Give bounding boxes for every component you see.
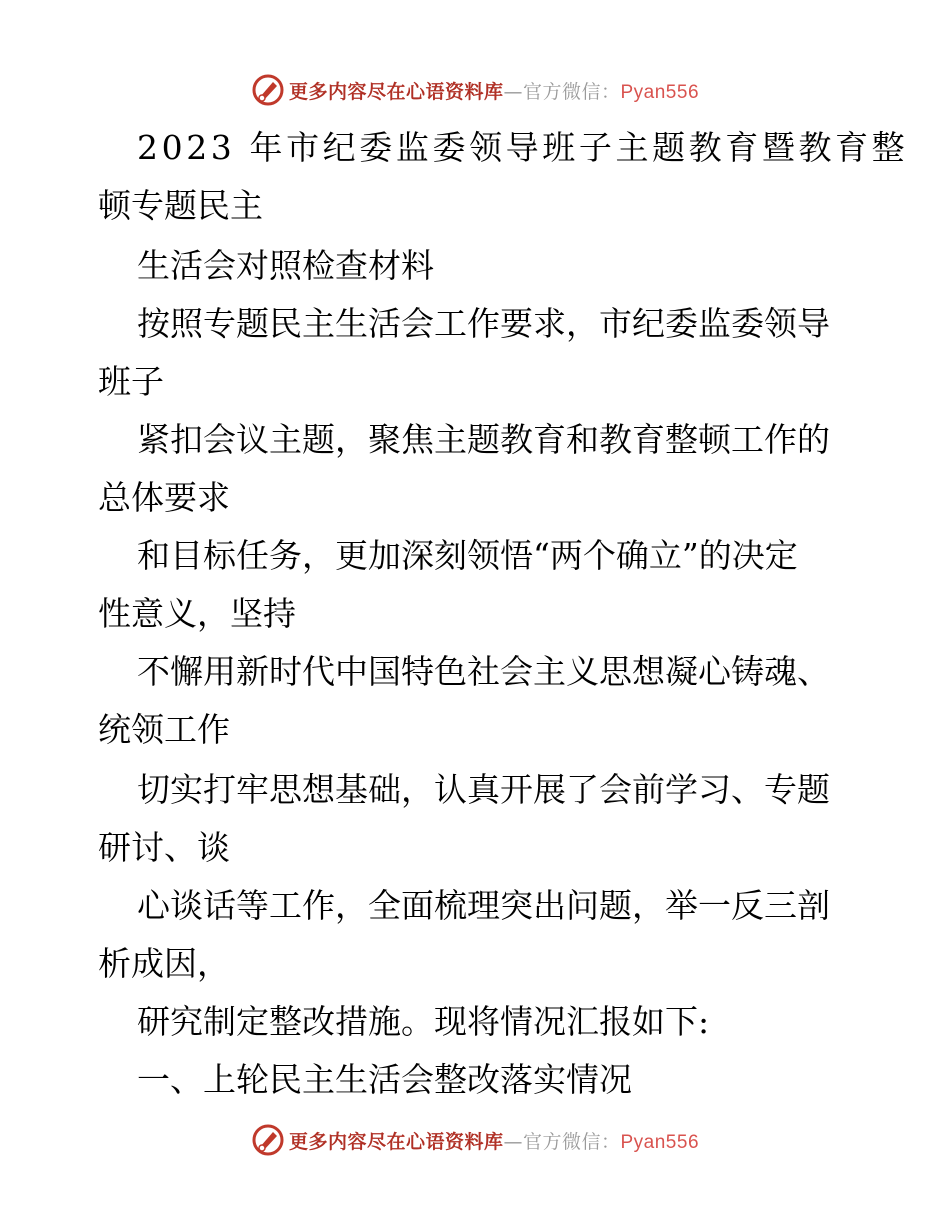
paragraph-line: 析成因， — [98, 944, 230, 983]
paragraph-line: 心谈话等工作，全面梳理突出问题，举一反三剖 — [137, 886, 830, 925]
paragraph-line: 班子 — [98, 362, 164, 401]
paragraph-line: 研讨、谈 — [98, 828, 230, 867]
paragraph-line: 研究制定整改措施。现将情况汇报如下: — [137, 1002, 710, 1041]
header-banner — [0, 70, 950, 110]
paragraph-line: 紧扣会议主题，聚焦主题教育和教育整顿工作的 — [137, 420, 830, 459]
paragraph-line: 总体要求 — [98, 478, 230, 517]
pen-nib-logo-icon — [251, 1123, 285, 1157]
footer-separator: — — [503, 1130, 523, 1153]
header-wechat-label: 官方微信： — [522, 80, 621, 103]
footer-brand-text: 更多内容尽在心语资料库 — [288, 1130, 504, 1153]
paragraph-line: 性意义，坚持 — [98, 594, 296, 633]
pen-nib-logo-icon — [251, 73, 285, 107]
paragraph-line: 按照专题民主生活会工作要求，市纪委监委领导 — [137, 304, 830, 343]
title-line-2: 顿专题民主 — [98, 186, 263, 225]
footer-wechat-label: 官方微信： — [522, 1130, 621, 1153]
title-line-1: 2023 年市纪委监委领导班子主题教育暨教育整 — [137, 128, 909, 167]
footer-banner-text — [289, 1127, 699, 1154]
paragraph-line: 不懈用新时代中国特色社会主义思想凝心铸魂、 — [137, 652, 830, 691]
paragraph-line: 统领工作 — [98, 710, 230, 749]
paragraph-line: 切实打牢思想基础，认真开展了会前学习、专题 — [137, 770, 830, 809]
header-brand-text: 更多内容尽在心语资料库 — [288, 80, 504, 103]
header-separator: — — [503, 80, 523, 103]
section-heading: 一、上轮民主生活会整改落实情况 — [137, 1060, 632, 1099]
header-wechat-id: Pyan556 — [620, 81, 700, 103]
header-banner-text — [289, 77, 699, 104]
paragraph-line: 和目标任务，更加深刻领悟“两个确立”的决定 — [137, 536, 798, 575]
subtitle-line: 生活会对照检查材料 — [137, 246, 434, 285]
footer-wechat-id: Pyan556 — [620, 1131, 700, 1153]
footer-banner — [0, 1120, 950, 1160]
